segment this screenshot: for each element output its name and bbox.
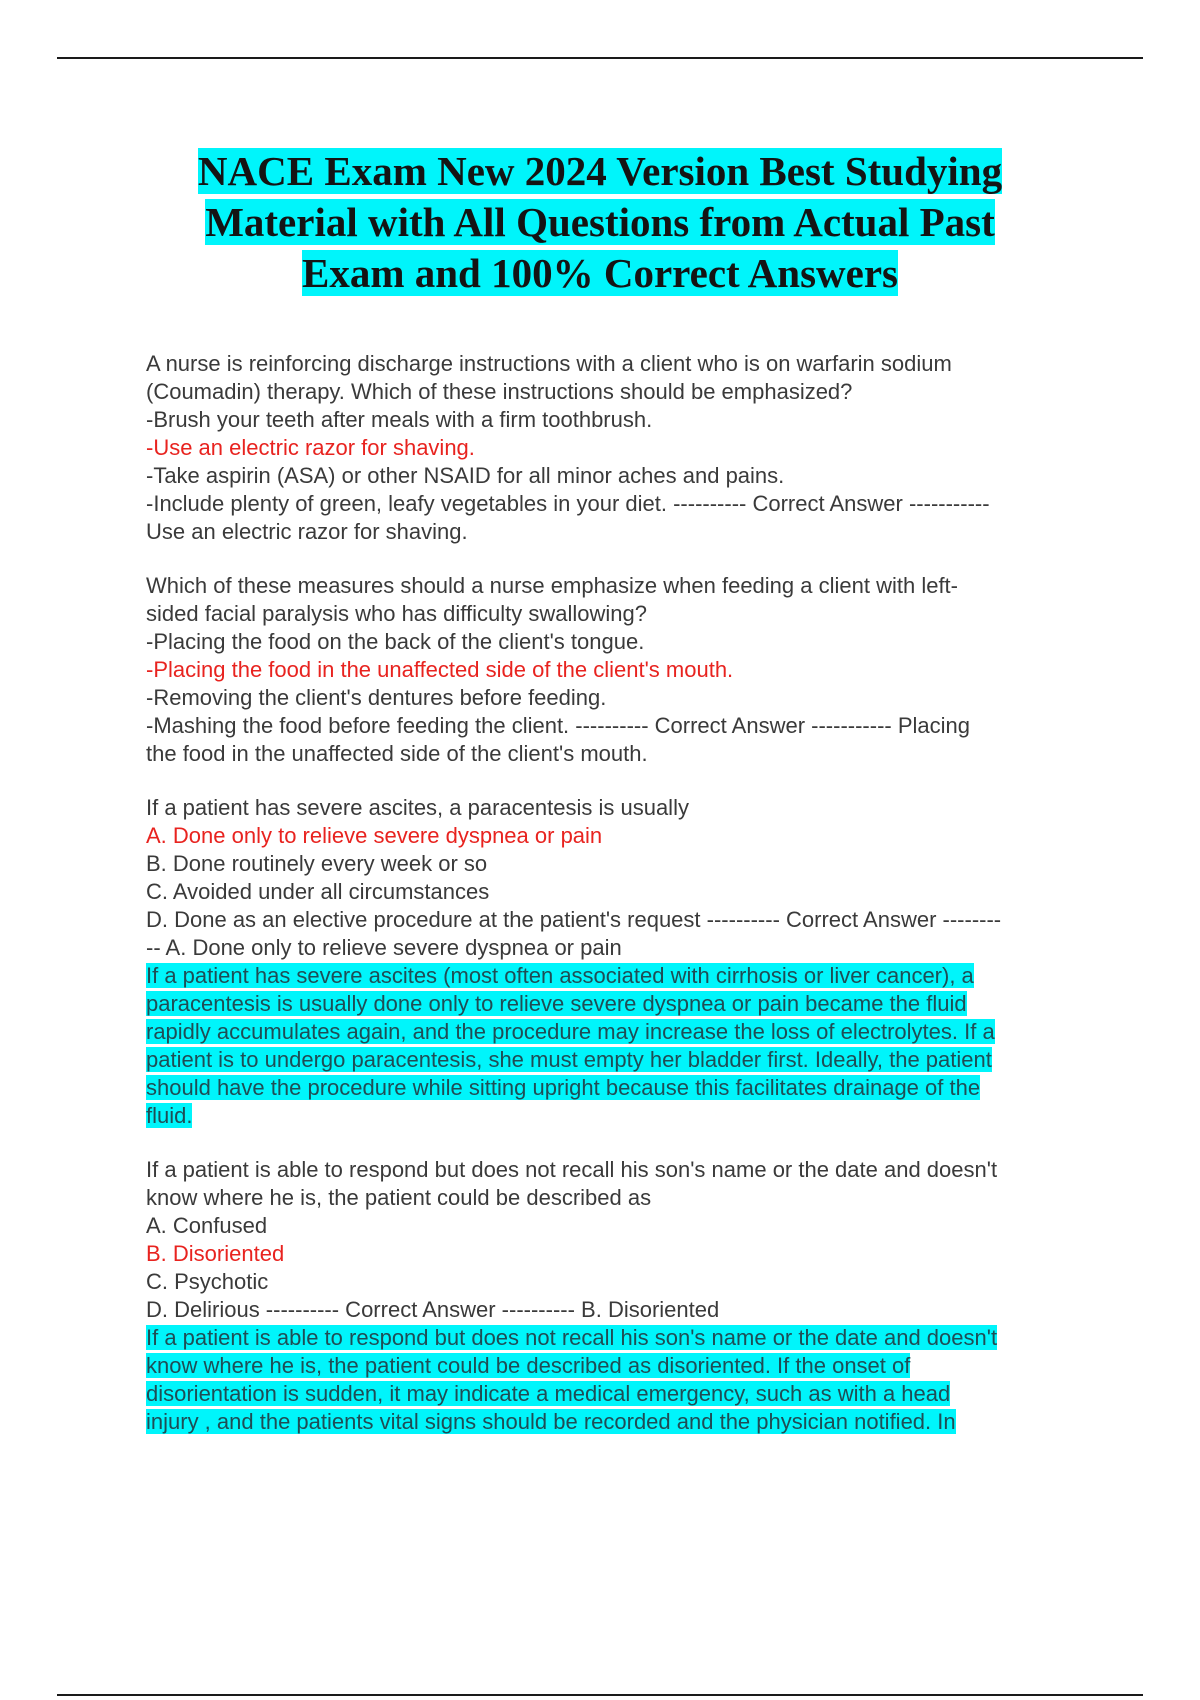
line-text: -Placing the food on the back of the client's tongue. bbox=[146, 629, 645, 654]
question-line bbox=[146, 462, 1086, 490]
question-line bbox=[146, 490, 1086, 518]
question-block-4 bbox=[146, 1156, 1086, 1436]
correct-option-line bbox=[146, 434, 1086, 462]
line-text: -Mashing the food before feeding the client. ---------- Correct Answer ----------- Placing bbox=[146, 713, 971, 738]
question-line bbox=[146, 1156, 1086, 1184]
question-line bbox=[146, 740, 1086, 768]
line-text: -Removing the client's dentures before feeding. bbox=[146, 685, 607, 710]
question-line bbox=[146, 1268, 1086, 1296]
correct-option-line bbox=[146, 1240, 1086, 1268]
line-text: know where he is, the patient could be described as disoriented. If the onset of bbox=[146, 1353, 911, 1378]
line-text: -Use an electric razor for shaving. bbox=[146, 435, 475, 460]
correct-option-line bbox=[146, 822, 1086, 850]
question-line bbox=[146, 878, 1086, 906]
question-line bbox=[146, 378, 1086, 406]
line-text: If a patient is able to respond but does not recall his son's name or the date and doesn't bbox=[146, 1325, 998, 1350]
line-text: rapidly accumulates again, and the procedure may increase the loss of electrolytes. If a bbox=[146, 1019, 995, 1044]
question-line bbox=[146, 572, 1086, 600]
explanation-line bbox=[146, 1046, 1086, 1074]
line-text: A. Confused bbox=[146, 1213, 268, 1238]
question-line bbox=[146, 850, 1086, 878]
line-text: Which of these measures should a nurse emphasize when feeding a client with left- bbox=[146, 573, 958, 598]
line-text: (Coumadin) therapy. Which of these instructions should be emphasized? bbox=[146, 379, 853, 404]
line-text: -Take aspirin (ASA) or other NSAID for all minor aches and pains. bbox=[146, 463, 785, 488]
line-text: C. Psychotic bbox=[146, 1269, 269, 1294]
document-body bbox=[146, 350, 1086, 1462]
question-line bbox=[146, 1184, 1086, 1212]
explanation-line bbox=[146, 1102, 1086, 1130]
bottom-rule bbox=[57, 1694, 1143, 1696]
question-line bbox=[146, 712, 1086, 740]
line-text: -- A. Done only to relieve severe dyspnea or pain bbox=[146, 935, 622, 960]
question-line bbox=[146, 518, 1086, 546]
line-text: -Brush your teeth after meals with a firm toothbrush. bbox=[146, 407, 653, 432]
question-line bbox=[146, 350, 1086, 378]
line-text: fluid. bbox=[146, 1103, 193, 1128]
explanation-line bbox=[146, 990, 1086, 1018]
question-line bbox=[146, 794, 1086, 822]
title-line-1: NACE Exam New 2024 Version Best Studying bbox=[197, 148, 1003, 194]
line-text: A nurse is reinforcing discharge instructions with a client who is on warfarin sodium bbox=[146, 351, 952, 376]
line-text: sided facial paralysis who has difficulty swallowing? bbox=[146, 601, 647, 626]
line-text: B. Done routinely every week or so bbox=[146, 851, 488, 876]
explanation-line bbox=[146, 1380, 1086, 1408]
line-text: -Placing the food in the unaffected side of the client's mouth. bbox=[146, 657, 734, 682]
question-line bbox=[146, 1296, 1086, 1324]
title-line-2: Material with All Questions from Actual Past bbox=[205, 199, 995, 245]
explanation-line bbox=[146, 1408, 1086, 1436]
line-text: D. Delirious ---------- Correct Answer ---------- B. Disoriented bbox=[146, 1297, 720, 1322]
explanation-line bbox=[146, 962, 1086, 990]
line-text: -Include plenty of green, leafy vegetables in your diet. ---------- Correct Answer ----------- bbox=[146, 491, 990, 516]
line-text: disorientation is sudden, it may indicate a medical emergency, such as with a head bbox=[146, 1381, 951, 1406]
question-line bbox=[146, 628, 1086, 656]
question-block-3 bbox=[146, 794, 1086, 1130]
question-line bbox=[146, 906, 1086, 934]
question-line bbox=[146, 684, 1086, 712]
line-text: Use an electric razor for shaving. bbox=[146, 519, 468, 544]
document-title bbox=[140, 146, 1060, 299]
title-line-3: Exam and 100% Correct Answers bbox=[302, 250, 898, 296]
line-text: paracentesis is usually done only to relieve severe dyspnea or pain became the fluid bbox=[146, 991, 967, 1016]
correct-option-line bbox=[146, 656, 1086, 684]
line-text: the food in the unaffected side of the client's mouth. bbox=[146, 741, 648, 766]
explanation-line bbox=[146, 1018, 1086, 1046]
question-line bbox=[146, 600, 1086, 628]
line-text: injury , and the patients vital signs should be recorded and the physician notified. In bbox=[146, 1409, 956, 1434]
question-block-2 bbox=[146, 572, 1086, 768]
line-text: D. Done as an elective procedure at the patient's request ---------- Correct Answer -------- bbox=[146, 907, 1002, 932]
line-text: If a patient has severe ascites, a paracentesis is usually bbox=[146, 795, 689, 820]
question-line bbox=[146, 1212, 1086, 1240]
line-text: patient is to undergo paracentesis, she must empty her bladder first. Ideally, the patient bbox=[146, 1047, 992, 1072]
line-text: A. Done only to relieve severe dyspnea or pain bbox=[146, 823, 603, 848]
line-text: C. Avoided under all circumstances bbox=[146, 879, 490, 904]
line-text: B. Disoriented bbox=[146, 1241, 285, 1266]
question-line bbox=[146, 934, 1086, 962]
line-text: know where he is, the patient could be described as bbox=[146, 1185, 652, 1210]
line-text: If a patient has severe ascites (most often associated with cirrhosis or liver cancer), a bbox=[146, 963, 974, 988]
top-rule bbox=[57, 57, 1143, 59]
explanation-line bbox=[146, 1324, 1086, 1352]
explanation-line bbox=[146, 1352, 1086, 1380]
explanation-line bbox=[146, 1074, 1086, 1102]
question-line bbox=[146, 406, 1086, 434]
line-text: should have the procedure while sitting upright because this facilitates drainage of the bbox=[146, 1075, 981, 1100]
line-text: If a patient is able to respond but does not recall his son's name or the date and doesn't bbox=[146, 1157, 998, 1182]
question-block-1 bbox=[146, 350, 1086, 546]
